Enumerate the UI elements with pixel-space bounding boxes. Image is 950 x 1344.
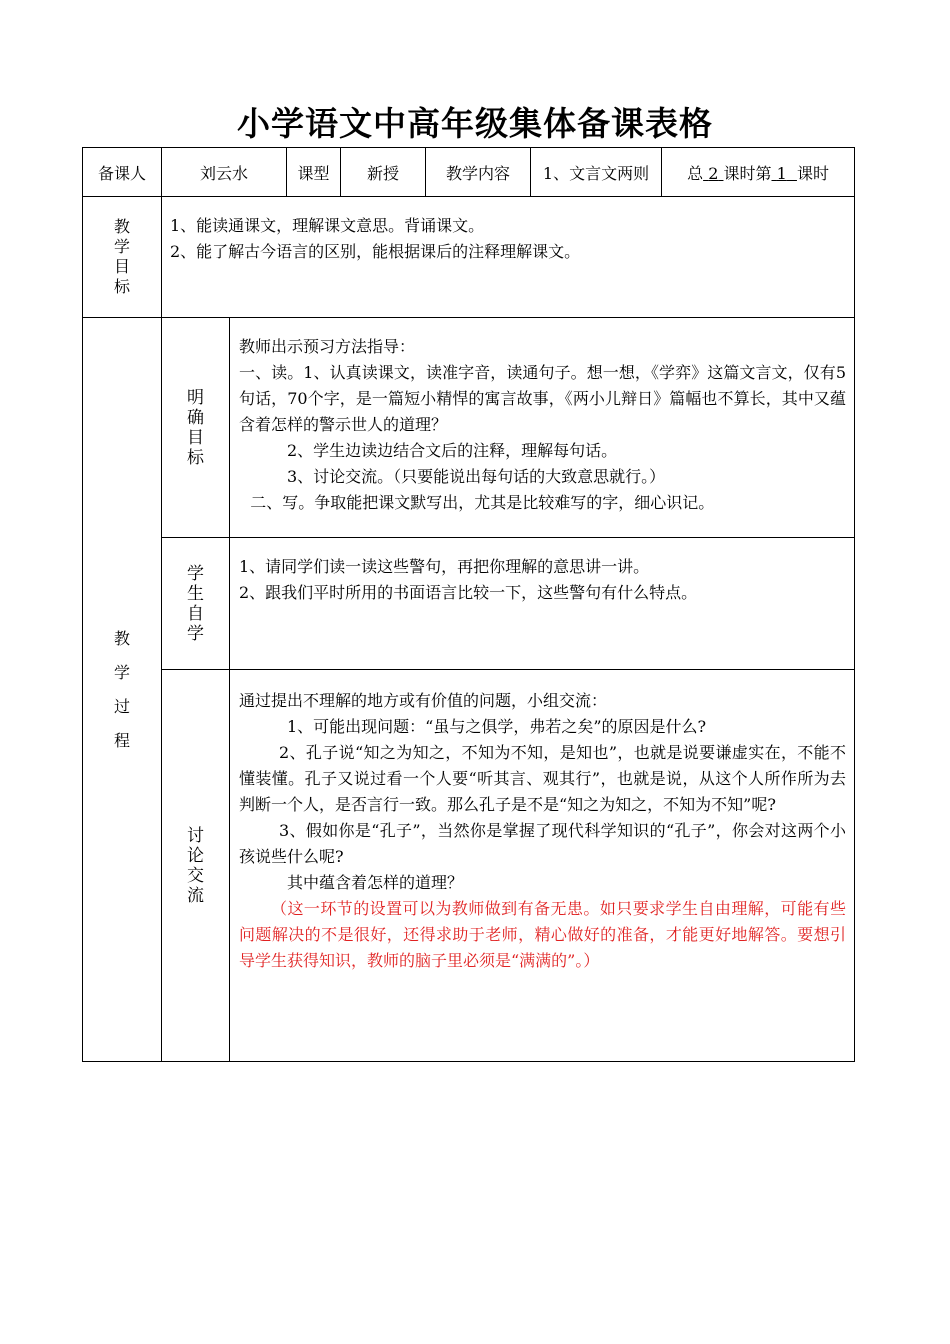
selfstudy-line: 2、跟我们平时所用的书面语言比较一下，这些警句有什么特点。 [239, 583, 698, 602]
discussion-body [230, 670, 855, 1062]
preparer-value: 刘云水 [162, 148, 287, 197]
goals-label: 教 学 目 标 [83, 197, 162, 318]
period-info [662, 148, 855, 197]
discussion-label: 讨 论 交 流 [162, 670, 230, 1062]
lesson-type-value: 新授 [341, 148, 426, 197]
objectives-line: 教师出示预习方法指导： [239, 337, 416, 356]
period-current: 1 [776, 163, 787, 183]
discussion-line: 3、假如你是“孔子”，当然你是掌握了现代科学知识的“孔子”，你会对这两个小孩说些什么呢? [239, 821, 847, 866]
selfstudy-label: 学 生 自 学 [162, 538, 230, 670]
process-row-selfstudy [83, 538, 855, 670]
goal-line: 2、能了解古今语言的区别，能根据课后的注释理解课文。 [170, 242, 581, 261]
objectives-line: 一、读。1、认真读课文，读准字音，读通句子。想一想，《学弈》这篇文言文，仅有5句话，70个字，是一篇短小精悍的寓言故事，《两小儿辩日》篇幅也不算长，其中又蕴含着怎样的警示世人的道理？ [239, 363, 847, 434]
discussion-line: 1、可能出现问题：“虽与之俱学，弗若之矣”的原因是什么? [287, 717, 707, 736]
selfstudy-body [230, 538, 855, 670]
period-prefix: 总 [687, 163, 704, 183]
period-total: 2 [708, 163, 719, 183]
goals-text [162, 197, 855, 318]
objectives-body [230, 318, 855, 538]
discussion-line: 2、孔子说“知之为知之，不知为不知，是知也”，也就是说要谦虚实在，不能不懂装懂。孔子又说过看一个人要“听其言、观其行”，也就是说，从这个人所作所为去判断一个人，是否言行一致。那么孔子是不是“知之为知之，不知为不知”呢? [239, 743, 847, 814]
teacher-note: （这一环节的设置可以为教师做到有备无患。如只要求学生自由理解，可能有些问题解决的不是很好，还得求助于老师，精心做好的准备，才能更好地解答。要想引导学生获得知识，教师的脑子里必须是“满满的”。） [239, 899, 847, 970]
period-mid: 课时第 [723, 163, 772, 183]
process-label: 教 学 过 程 [83, 318, 162, 1062]
objectives-label: 明 确 目 标 [162, 318, 230, 538]
content-label: 教学内容 [426, 148, 531, 197]
preparer-label: 备课人 [83, 148, 162, 197]
objectives-line: 2、学生边读边结合文后的注释，理解每句话。 [287, 441, 618, 460]
discussion-line: 通过提出不理解的地方或有价值的问题，小组交流： [239, 691, 608, 710]
process-row-discussion [83, 670, 855, 1062]
goals-row [83, 197, 855, 318]
lesson-plan-table [82, 147, 855, 1062]
header-row [83, 148, 855, 197]
lesson-type-label: 课型 [287, 148, 341, 197]
content-value: 1、文言文两则 [531, 148, 662, 197]
goal-line: 1、能读通课文，理解课文意思。背诵课文。 [170, 216, 485, 235]
selfstudy-line: 1、请同学们读一读这些警句，再把你理解的意思讲一讲。 [239, 557, 650, 576]
discussion-line: 其中蕴含着怎样的道理？ [287, 873, 464, 892]
period-suffix: 课时 [796, 163, 829, 183]
process-row-objectives [83, 318, 855, 538]
page-title: 小学语文中高年级集体备课表格 [237, 104, 713, 143]
objectives-line: 3、讨论交流。（只要能说出每句话的大致意思就行。） [287, 467, 666, 486]
objectives-line: 二、写。争取能把课文默写出，尤其是比较难写的字，细心识记。 [250, 493, 715, 512]
